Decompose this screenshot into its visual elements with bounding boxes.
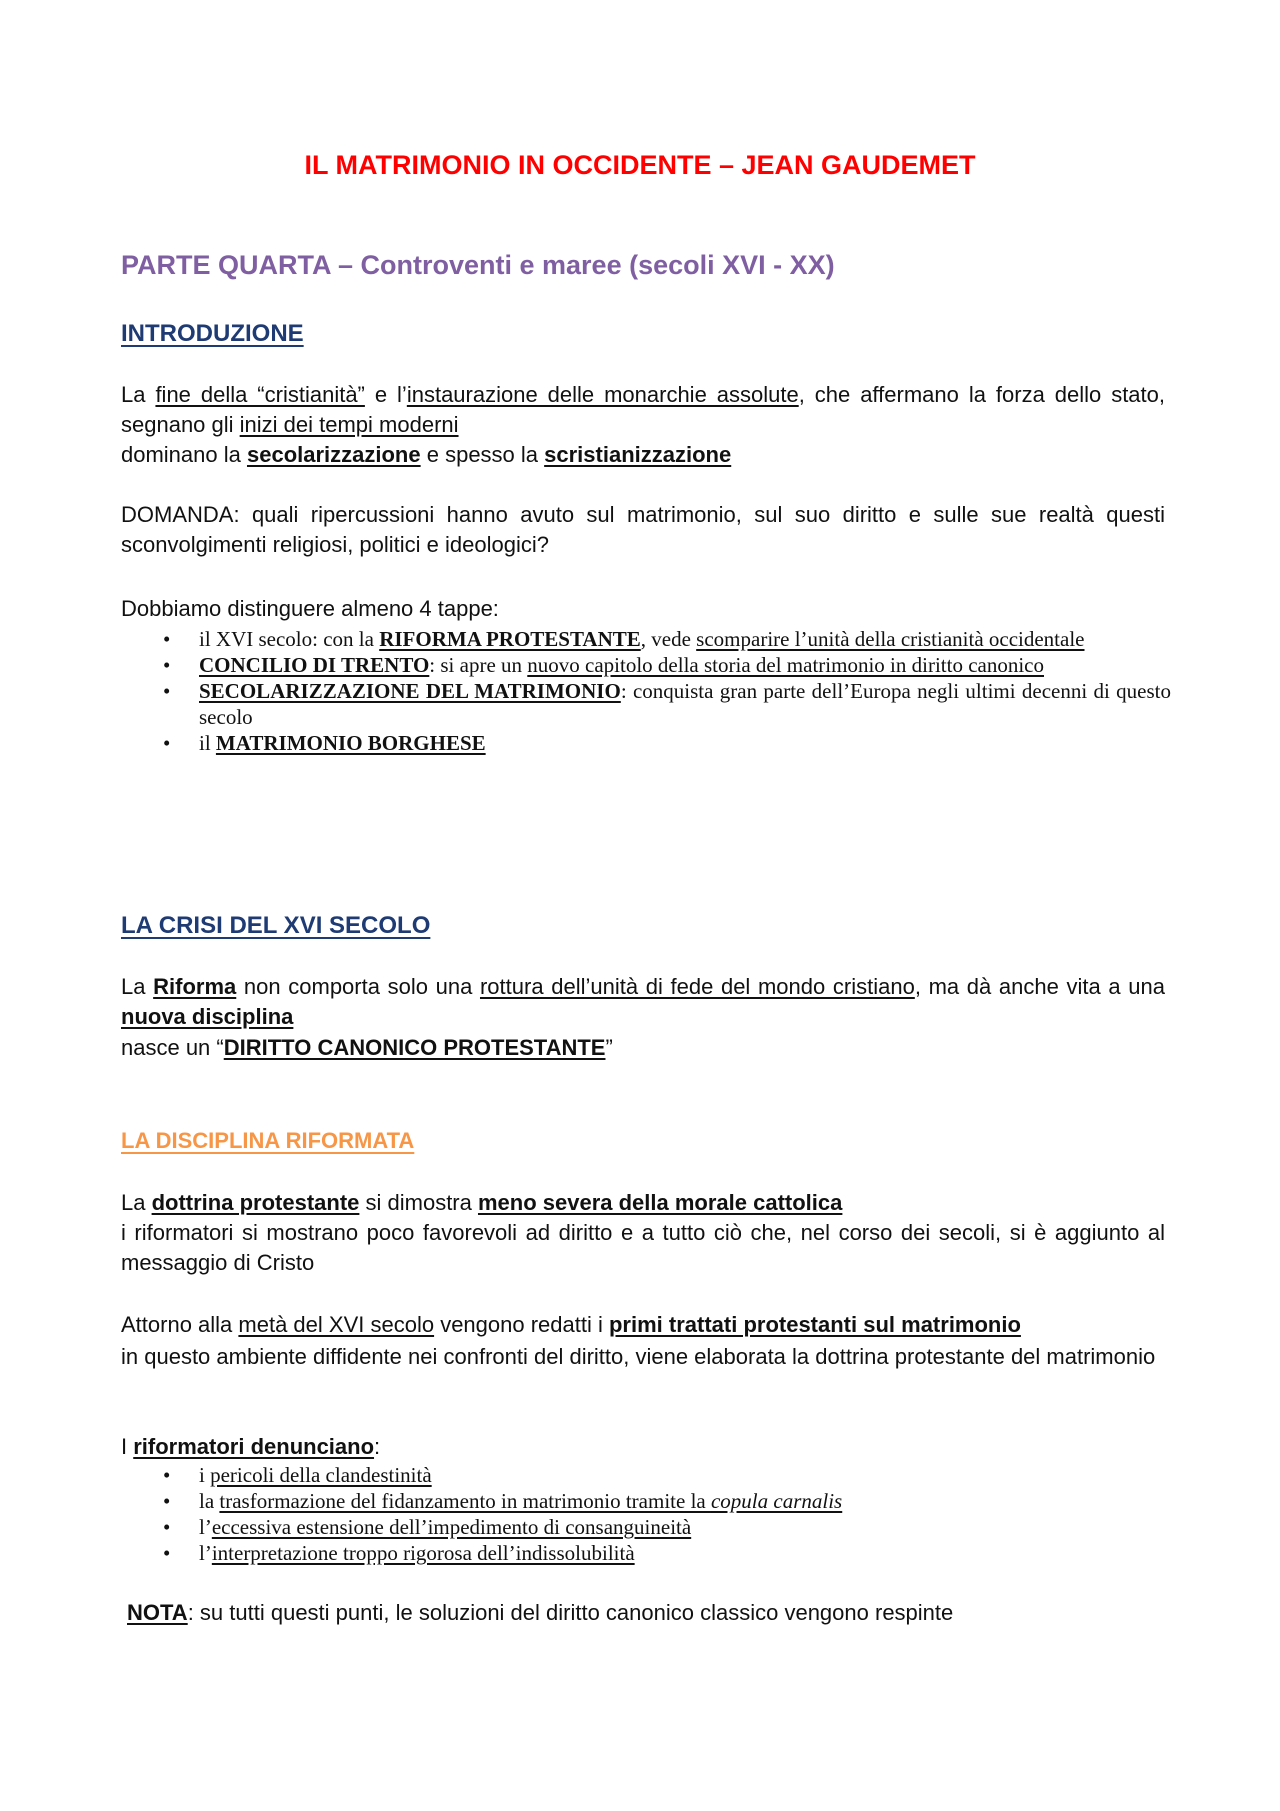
list-item: • il MATRIMONIO BORGHESE <box>163 731 486 755</box>
section-heading-introduzione: INTRODUZIONE <box>121 320 304 347</box>
bullet-icon: • <box>163 1463 171 1487</box>
list-item: • l’interpretazione troppo rigorosa dell’indissolubilità <box>163 1541 635 1565</box>
reformed-paragraph-2: i riformatori si mostrano poco favorevoli ad diritto e a tutto ciò che, nel corso dei secoli, si è aggiunto al messaggio di Cristo <box>121 1220 1165 1275</box>
bold-underlined-text: secolarizzazione <box>246 442 421 467</box>
bullet-icon: • <box>163 1489 171 1513</box>
reformed-paragraph-1: La dottrina protestante si dimostra meno severa della morale cattolica <box>121 1190 843 1215</box>
reformed-paragraph-5: I riformatori denunciano: <box>121 1434 381 1459</box>
stages-intro: Dobbiamo distinguere almeno 4 tappe: <box>121 596 499 621</box>
list-item: • l’eccessiva estensione dell’impedimento di consanguineità <box>163 1515 692 1539</box>
list-item: • SECOLARIZZAZIONE DEL MATRIMONIO: conquista gran parte dell’Europa negli ultimi decenni di questo secolo <box>163 679 1171 729</box>
bullet-icon: • <box>163 627 171 651</box>
underlined-text: inizi dei tempi moderni <box>239 412 459 437</box>
reformed-paragraph-4: in questo ambiente diffidente nei confronti del diritto, viene elaborata la dottrina protestante del matrimonio <box>121 1344 1156 1369</box>
crisis-paragraph-2: nasce un “DIRITTO CANONICO PROTESTANTE” <box>121 1035 613 1060</box>
bullet-icon: • <box>163 731 171 755</box>
section-heading-disciplina: LA DISCIPLINA RIFORMATA <box>121 1128 415 1153</box>
bullet-icon: • <box>163 679 171 703</box>
underlined-text: instaurazione delle monarchie assolute <box>406 382 799 407</box>
denunciations-list <box>121 1462 1171 1566</box>
section-heading-crisi: LA CRISI DEL XVI SECOLO <box>121 912 431 939</box>
underlined-text: fine della “cristianità” <box>155 382 365 407</box>
document-title: IL MATRIMONIO IN OCCIDENTE – JEAN GAUDEMET <box>304 150 976 180</box>
list-item: • CONCILIO DI TRENTO: si apre un nuovo capitolo della storia del matrimonio in diritto canonico <box>163 653 1044 677</box>
list-item: • i pericoli della clandestinità <box>163 1463 432 1487</box>
stages-list <box>121 626 1171 756</box>
crisis-paragraph-1: La Riforma non comporta solo una rottura dell’unità di fede del mondo cristiano, ma dà anche vita a una nuova disciplina <box>121 974 1165 1029</box>
note-paragraph: NOTA: su tutti questi punti, le soluzioni del diritto canonico classico vengono respinte <box>127 1600 954 1625</box>
reformed-paragraph-3: Attorno alla metà del XVI secolo vengono redatti i primi trattati protestanti sul matrimonio <box>121 1312 1021 1337</box>
list-item: • la trasformazione del fidanzamento in matrimonio tramite la copula carnalis <box>163 1489 843 1513</box>
part-title: PARTE QUARTA – Controventi e maree (secoli XVI - XX) <box>121 250 835 280</box>
bullet-icon: • <box>163 1541 171 1565</box>
bold-underlined-text: scristianizzazione <box>544 442 732 467</box>
intro-question: DOMANDA: quali ripercussioni hanno avuto sul matrimonio, sul suo diritto e sulle sue realtà questi sconvolgimenti religiosi, politici e ideologici? <box>121 502 1165 557</box>
bullet-icon: • <box>163 1515 171 1539</box>
intro-paragraph-2: dominano la secolarizzazione e spesso la scristianizzazione <box>121 442 732 467</box>
list-item: • il XVI secolo: con la RIFORMA PROTESTANTE, vede scomparire l’unità della cristianità occidentale <box>163 627 1085 651</box>
bullet-icon: • <box>163 653 171 677</box>
intro-paragraph-1: La fine della “cristianità” e l’instaurazione delle monarchie assolute, che affermano la forza dello stato, segnano gli inizi dei tempi moderni <box>121 382 1166 437</box>
